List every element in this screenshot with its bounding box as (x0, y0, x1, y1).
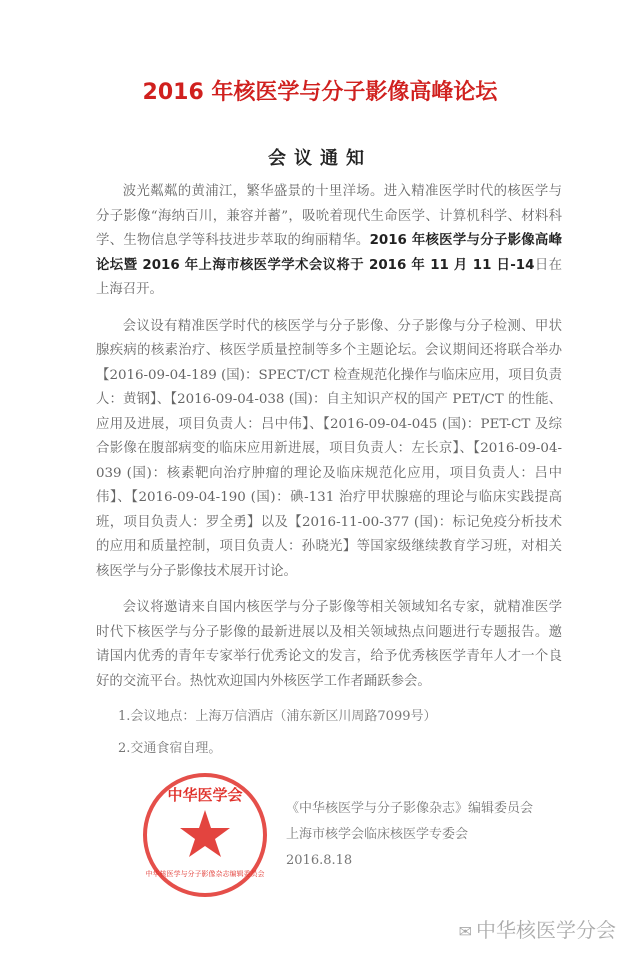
list-item-transport: 2.交通食宿自理。 (118, 741, 222, 756)
watermark-text: 中华核医学分会 (476, 918, 616, 942)
signature-date: 2016.8.18 (286, 853, 353, 868)
notice-heading: 会议通知 (268, 148, 372, 169)
watermark-footer (0, 916, 616, 946)
intro-tail-text: 日在上海召开。 (96, 257, 562, 297)
signature-lines (286, 796, 533, 874)
stamp-top-text: 中华医学会 (167, 786, 243, 804)
official-seal-stamp (140, 770, 270, 900)
paragraph-invitation: 会议将邀请来自国内核医学与分子影像等相关领域知名专家，就精准医学时代下核医学与分子影像的最新进展以及相关领域热点问题进行专题报告。邀请国内优秀的青年专家举行优秀论文的发言，给予优秀核医学青年人才一个良好的交流平台。热忱欢迎国内外核医学工作者踊跃参会。 (96, 600, 562, 689)
document-title: 2016 年核医学与分子影像高峰论坛 (142, 80, 498, 105)
signature-org-1: 《中华核医学与分子影像杂志》编辑委员会 (286, 801, 534, 816)
wechat-icon: ✉ (458, 922, 472, 941)
signature-org-2: 上海市核学会临床核医学专委会 (286, 827, 469, 842)
intro-text: 波光粼粼的黄浦江，繁华盛景的十里洋场。进入精准医学时代的核医学与分子影像“海纳百川，兼容并蓄”，吸吮着现代生命医学、计算机科学、材料科学、生物信息学等科技进步萃取的绚丽精华。 (96, 184, 562, 248)
paragraph-intro (96, 180, 562, 303)
stamp-bottom-text: 中华核医学与分子影像杂志编辑委员会 (145, 870, 265, 878)
intro-bold-text: 2016 年核医学与分子影像高峰论坛暨 2016 年上海市核医学学术会议将于 2016 年 11 月 11 日-14 (96, 233, 562, 273)
list-item-venue: 1.会议地点：上海万信酒店（浦东新区川周路7099号） (118, 709, 437, 724)
signature-block (140, 770, 640, 900)
paragraph-forums: 会议设有精准医学时代的核医学与分子影像、分子影像与分子检测、甲状腺疾病的核素治疗、核医学质量控制等多个主题论坛。会议期间还将联合举办【2016-09-04-189 (国)：SPECT/CT 检查规范化操作与临床应用，项目负责人：黄钢】、【2016-09-04-038 (国)：自主知识产权的国产 PET/CT 的性能、应用及进展，项目负责人：吕中伟】、【2016-09-04-045 (国)：PET-CT 及综合影像在腹部病变的临床应用新进展，项目负责人：左长京】、【2016-09-04-039 (国)：核素靶向治疗肿瘤的理论及临床规范化应用，项目负责人：吕中伟】、【2016-09-04-190 (国)：碘-131 治疗甲状腺癌的理论与临床实践提高班，项目负责人：罗全勇】以及【2016-11-00-377 (国)：标记免疫分析技术的应用和质量控制，项目负责人：孙晓光】等国家级继续教育学习班，对相关核医学与分子影像技术展开讨论。 (96, 318, 562, 579)
